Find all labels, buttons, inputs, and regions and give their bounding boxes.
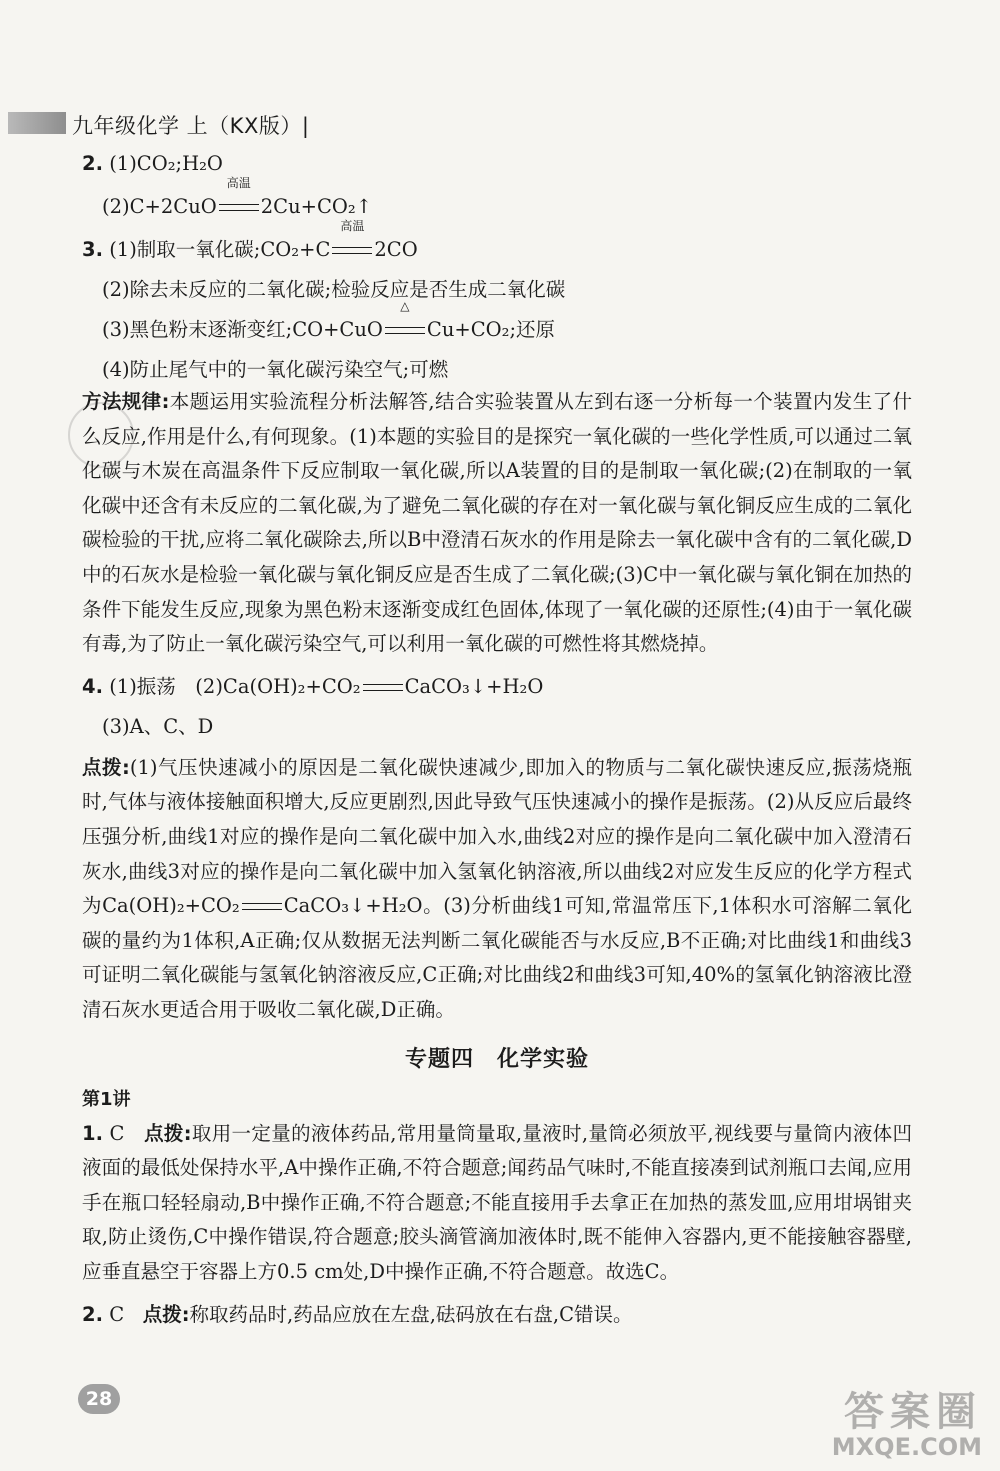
- reaction-arrow: [240, 889, 284, 924]
- s1-paragraph: [82, 1117, 912, 1290]
- q3-part-2: (2)除去未反应的二氧化碳;检验反应是否生成二氧化碳: [102, 278, 566, 301]
- q2-line-2: [82, 176, 912, 222]
- lecture-heading: 第1讲: [82, 1088, 131, 1110]
- q2-part-2-right: 2Cu+CO₂↑: [260, 195, 373, 218]
- tip-label: 点拨:: [142, 1303, 190, 1327]
- q3-part-4: (4)防止尾气中的一氧化碳污染空气;可燃: [102, 358, 449, 381]
- equals-sign-icon: [332, 247, 372, 254]
- section-title: 专题四 化学实验: [404, 1046, 589, 1072]
- s2-answer: C: [109, 1303, 125, 1327]
- q4-part-1-left: (1)振荡 (2)Ca(OH)₂+CO₂: [109, 674, 361, 698]
- method-label: 方法规律:: [82, 390, 170, 413]
- q4-tip-paragraph: [82, 751, 912, 1028]
- q3-part-3-left: (3)黑色粉末逐渐变红;CO+CuO: [102, 318, 383, 341]
- s2-paragraph: [82, 1298, 912, 1333]
- condition-label: 高温: [340, 219, 365, 233]
- tip-text-a: (1)气压快速减小的原因是二氧化碳快速减少,即加入的物质与二氧化碳快速反应,振荡烧瓶时,气体与液体接触面积增大,反应更剧烈,因此导致气压快速减小的操作是振荡。(2)从反应后最终压强分析,曲线1对应的操作是向二氧化碳中加入水,曲线2对应的操作是向二氧化碳中加入澄清石灰水,曲线3对应的操作是向二氧化碳中加入氢氧化钠溶液,所以曲线2对应发生反应的化学方程式为Ca(OH)₂+CO₂: [82, 755, 912, 918]
- s1-tip-text: 取用一定量的液体药品,常用量筒量取,量液时,量筒必须放平,视线要与量筒内液体凹液面的最低处保持水平,A中操作正确,不符合题意;闻药品气味时,不能直接凑到试剂瓶口去闻,应用手在瓶口轻轻扇动,B中操作正确,不符合题意;不能直接用手去拿正在加热的蒸发皿,应用坩埚钳夹取,防止烫伤,C中操作错误,符合题意;胶头滴管滴加液体时,既不能伸入容器内,更不能接触容器壁,应垂直悬空于容器上方0.5 cm处,D中操作正确,不符合题意。故选C。: [82, 1121, 912, 1283]
- page-number-badge: 28: [78, 1384, 120, 1414]
- q3-method-paragraph: [82, 385, 912, 662]
- watermark-logo-text: 答案圈: [844, 1389, 982, 1435]
- tip-text-b: CaCO₃↓+H₂O。(3)分析曲线1可知,常温常压下,1体积水可溶解二氧化碳的量约为1体积,A正确;仅从数据无法判断二氧化碳能否与水反应,B不正确;对比曲线1和曲线3可证明二氧化碳能与氢氧化钠溶液反应,C正确;对比曲线2和曲线3可知,40%的氢氧化钠溶液比澄清石灰水更适合用于吸收二氧化碳,D正确。: [82, 894, 912, 1021]
- equals-sign-icon: [219, 204, 259, 211]
- q3-part-1-left: (1)制取一氧化碳;CO₂+C: [109, 238, 331, 261]
- condition-label: 高温: [226, 176, 251, 190]
- header-title: 九年级化学 上（KX版）|: [72, 114, 310, 138]
- q4-number: 4.: [82, 674, 103, 698]
- equals-sign-icon: [363, 684, 403, 691]
- equals-sign-icon: [242, 903, 282, 910]
- tip-label: 点拨:: [82, 755, 130, 779]
- q4-line-1: [82, 671, 912, 702]
- q3-line-1: [82, 219, 912, 265]
- s2-tip-text: 称取药品时,药品应放在左盘,砝码放在右盘,C错误。: [189, 1303, 633, 1327]
- tip-label: 点拨:: [144, 1121, 192, 1145]
- watermark-url: MXQE.COM: [831, 1433, 982, 1461]
- q4-part-1-right: CaCO₃↓+H₂O: [404, 674, 544, 698]
- q2-number: 2.: [82, 152, 103, 175]
- q3-number: 3.: [82, 238, 103, 261]
- q4-part-3: (3)A、C、D: [102, 714, 214, 738]
- q2-part-2-left: (2)C+2CuO: [102, 195, 217, 218]
- reaction-arrow: [361, 671, 405, 702]
- q2-line-1: [82, 148, 912, 179]
- q3-part-3-right: Cu+CO₂;还原: [426, 318, 556, 341]
- answer-content: [82, 148, 912, 1333]
- site-watermark: [752, 1380, 982, 1460]
- q2-part-1: (1)CO₂;H₂O: [109, 152, 223, 175]
- page-header: [0, 106, 560, 140]
- condition-label: △: [400, 299, 410, 313]
- reaction-condition: [330, 219, 374, 265]
- s1-number: 1.: [82, 1121, 103, 1145]
- reaction-condition: [217, 176, 261, 222]
- q3-part-1-right: 2CO: [374, 238, 418, 261]
- reaction-condition: [383, 299, 427, 345]
- s2-number: 2.: [82, 1303, 103, 1327]
- method-text: 本题运用实验流程分析法解答,结合实验装置从左到右逐一分析每一个装置内发生了什么反应,作用是什么,有何现象。(1)本题的实验目的是探究一氧化碳的一些化学性质,可以通过二氧化碳与木炭在高温条件下反应制取一氧化碳,所以A装置的目的是制取一氧化碳;(2)在制取的一氧化碳中还含有未反应的二氧化碳,为了避免二氧化碳的存在对一氧化碳与氧化铜反应生成的二氧化碳检验的干扰,应将二氧化碳除去,所以B中澄清石灰水的作用是除去一氧化碳中含有的二氧化碳,D中的石灰水是检验一氧化碳与氧化铜反应是否生成了二氧化碳;(3)C中一氧化碳与氧化铜在加热的条件下能发生反应,现象为黑色粉末逐渐变成红色固体,体现了一氧化碳的还原性;(4)由于一氧化碳有毒,为了防止一氧化碳污染空气,可以利用一氧化碳的可燃性将其燃烧掉。: [82, 390, 912, 656]
- q3-line-3: [82, 299, 912, 345]
- header-decoration-bar: [8, 112, 66, 134]
- equals-sign-icon: [385, 327, 425, 334]
- s1-answer: C: [109, 1121, 125, 1145]
